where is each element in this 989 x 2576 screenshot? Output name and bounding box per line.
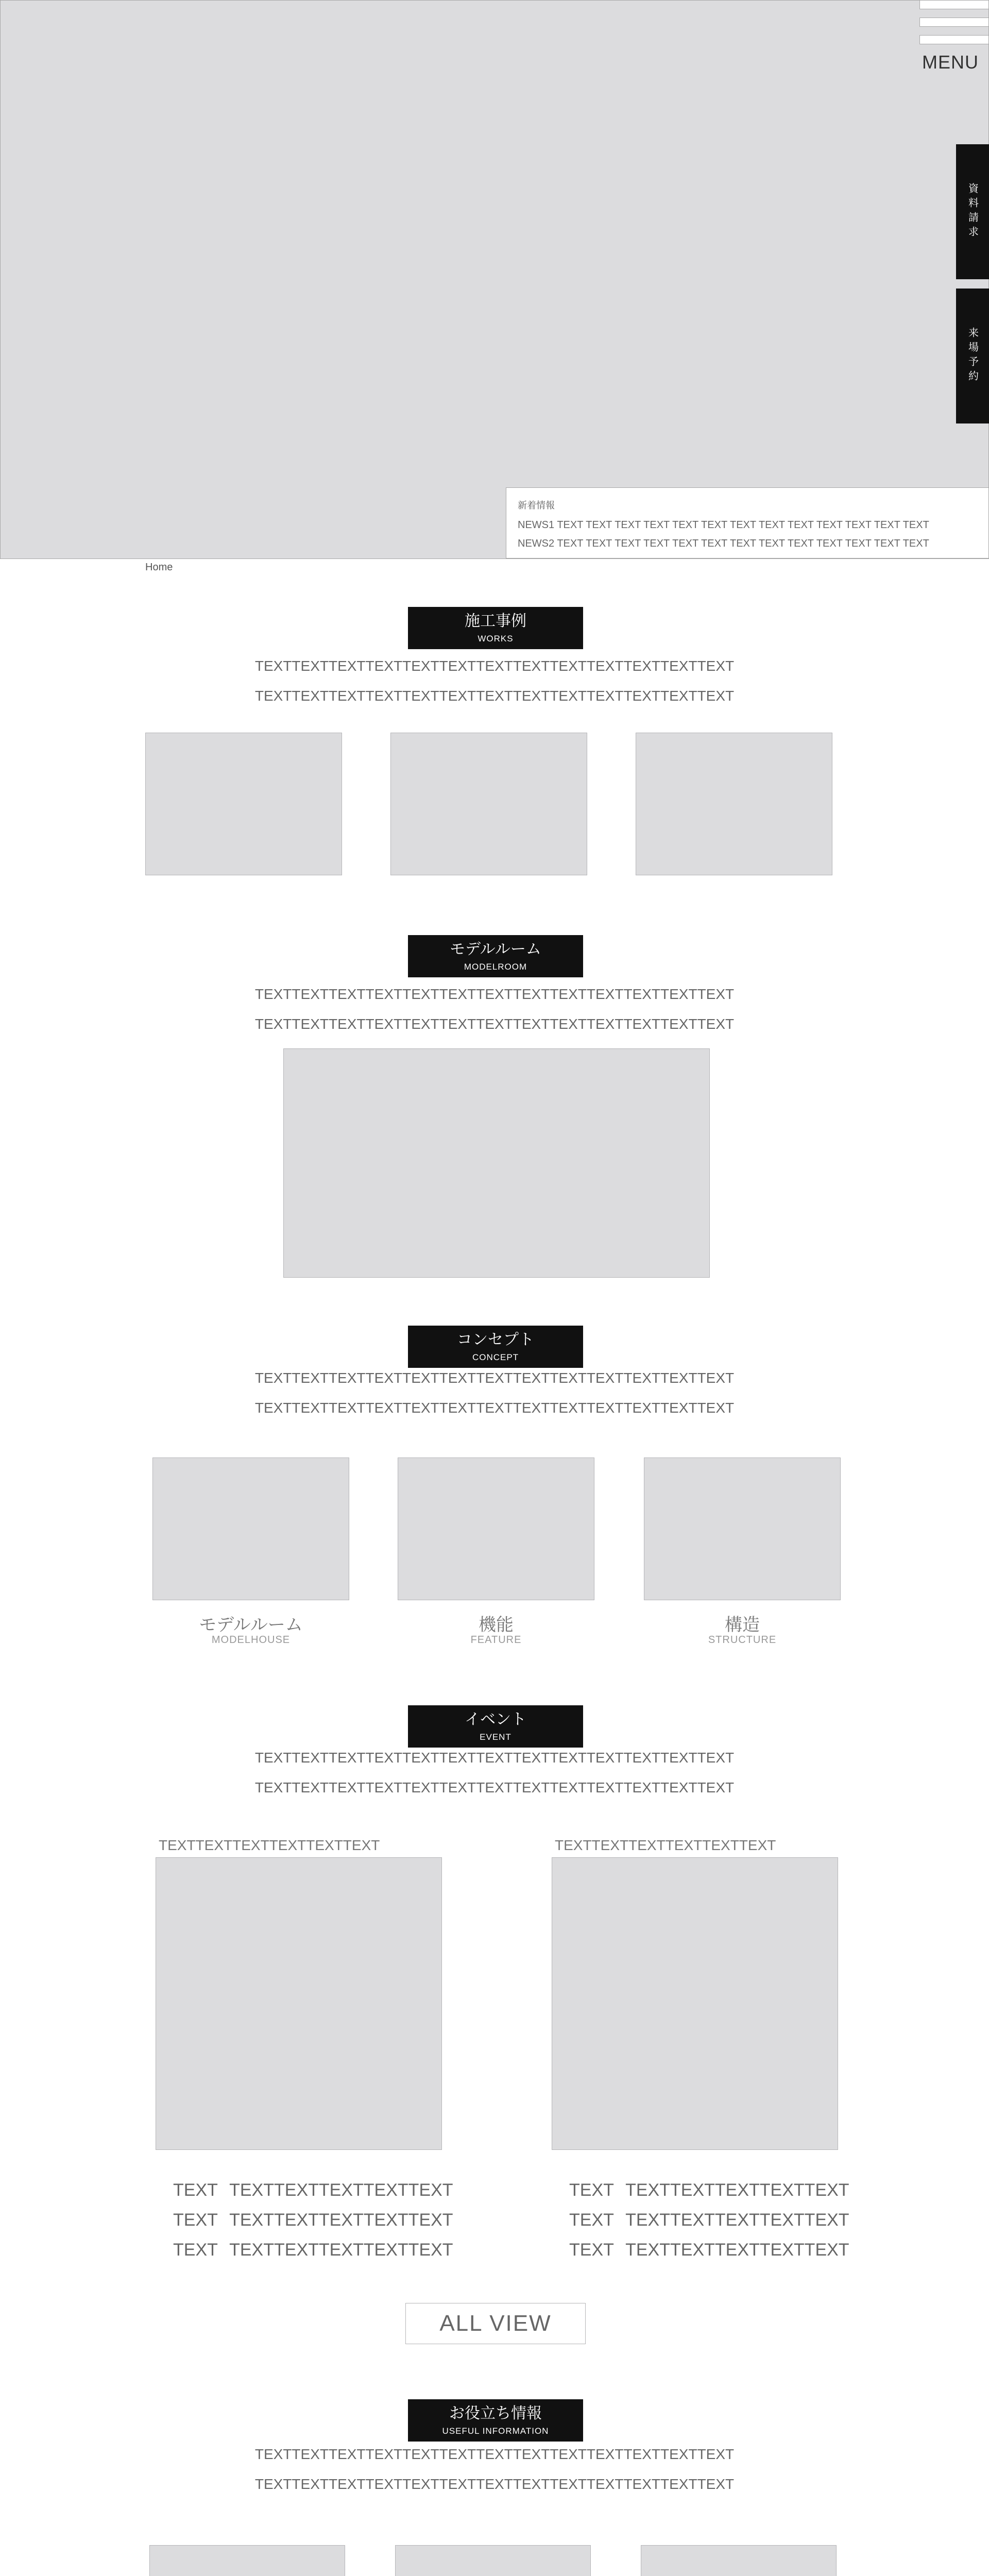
request-docs-tab[interactable]: 資料請求	[956, 144, 989, 279]
event-subtitle: EVENT	[480, 1732, 511, 1742]
event-text: TEXTTEXTTEXTTEXTTEXTTEXTTEXTTEXTTEXTTEXTTEXTTEXTTEXT	[254, 1750, 735, 1766]
modelroom-text: TEXTTEXTTEXTTEXTTEXTTEXTTEXTTEXTTEXTTEXTTEXTTEXTTEXT	[254, 1016, 735, 1032]
useful-subtitle: USEFUL INFORMATION	[442, 2426, 549, 2436]
modelroom-text: TEXTTEXTTEXTTEXTTEXTTEXTTEXTTEXTTEXTTEXTTEXTTEXTTEXT	[254, 986, 735, 1002]
event-detail: TEXT TEXTTEXTTEXTTEXTTEXT	[173, 2210, 453, 2230]
works-image[interactable]	[145, 733, 342, 875]
article-image[interactable]	[149, 2545, 345, 2576]
event-caption: TEXTTEXTTEXTTEXTTEXTTEXT	[159, 1837, 380, 1853]
works-image[interactable]	[390, 733, 587, 875]
event-text: TEXTTEXTTEXTTEXTTEXTTEXTTEXTTEXTTEXTTEXTTEXTTEXTTEXT	[254, 1780, 735, 1795]
menu-button[interactable]: MENU	[922, 52, 979, 73]
concept-image-modelhouse[interactable]	[152, 1458, 349, 1600]
menu-bar-2[interactable]	[919, 18, 989, 27]
concept-heading	[408, 1326, 583, 1368]
works-title: 施工事例	[465, 613, 526, 630]
concept-label-jp[interactable]: 構造	[725, 1615, 760, 1635]
event-image[interactable]	[156, 1857, 442, 2150]
concept-title: コンセプト	[457, 1331, 534, 1348]
useful-text: TEXTTEXTTEXTTEXTTEXTTEXTTEXTTEXTTEXTTEXTTEXTTEXTTEXT	[254, 2476, 735, 2492]
concept-label-jp[interactable]: モデルルーム	[199, 1615, 303, 1635]
event-detail: TEXT TEXTTEXTTEXTTEXTTEXT	[569, 2180, 849, 2200]
concept-image-feature[interactable]	[398, 1458, 594, 1600]
useful-text: TEXTTEXTTEXTTEXTTEXTTEXTTEXTTEXTTEXTTEXTTEXTTEXTTEXT	[254, 2446, 735, 2462]
useful-heading	[408, 2399, 583, 2442]
works-image[interactable]	[636, 733, 832, 875]
menu-bar-1[interactable]	[919, 0, 989, 9]
event-detail: TEXT TEXTTEXTTEXTTEXTTEXT	[173, 2180, 453, 2200]
modelroom-heading	[408, 935, 583, 977]
event-detail: TEXT TEXTTEXTTEXTTEXTTEXT	[569, 2240, 849, 2260]
concept-label-en: MODELHOUSE	[211, 1634, 291, 1646]
works-subtitle: WORKS	[478, 634, 514, 643]
modelroom-title: モデルルーム	[450, 941, 541, 958]
event-detail: TEXT TEXTTEXTTEXTTEXTTEXT	[173, 2240, 453, 2260]
article-image[interactable]	[641, 2545, 837, 2576]
visit-reservation-tab[interactable]: 来場予約	[956, 289, 989, 423]
concept-label-jp[interactable]: 機能	[479, 1615, 514, 1635]
concept-text: TEXTTEXTTEXTTEXTTEXTTEXTTEXTTEXTTEXTTEXTTEXTTEXTTEXT	[254, 1400, 735, 1416]
works-heading	[408, 607, 583, 649]
hero-image	[0, 0, 989, 559]
works-text: TEXTTEXTTEXTTEXTTEXTTEXTTEXTTEXTTEXTTEXTTEXTTEXTTEXT	[254, 688, 735, 704]
news-box	[506, 487, 989, 558]
menu-bar-3[interactable]	[919, 35, 989, 44]
news-title: 新着情報	[518, 500, 555, 511]
article-image[interactable]	[395, 2545, 591, 2576]
works-text: TEXTTEXTTEXTTEXTTEXTTEXTTEXTTEXTTEXTTEXTTEXTTEXTTEXT	[254, 658, 735, 674]
modelroom-image[interactable]	[283, 1048, 710, 1278]
concept-label-en: FEATURE	[470, 1634, 522, 1646]
modelroom-subtitle: MODELROOM	[464, 962, 527, 972]
event-heading	[408, 1705, 583, 1748]
useful-title: お役立ち情報	[449, 2405, 542, 2422]
event-caption: TEXTTEXTTEXTTEXTTEXTTEXT	[555, 1837, 776, 1853]
event-detail: TEXT TEXTTEXTTEXTTEXTTEXT	[569, 2210, 849, 2230]
news-item[interactable]: NEWS1 TEXT TEXT TEXT TEXT TEXT TEXT TEXT TEXT TEXT TEXT TEXT TEXT TEXT	[518, 519, 929, 531]
breadcrumb[interactable]: Home	[145, 562, 173, 573]
concept-text: TEXTTEXTTEXTTEXTTEXTTEXTTEXTTEXTTEXTTEXTTEXTTEXTTEXT	[254, 1370, 735, 1386]
event-image[interactable]	[552, 1857, 838, 2150]
concept-image-structure[interactable]	[644, 1458, 841, 1600]
event-all-view-button[interactable]: ALL VIEW	[405, 2303, 586, 2344]
event-title: イベント	[465, 1711, 526, 1728]
concept-subtitle: CONCEPT	[472, 1352, 519, 1362]
concept-label-en: STRUCTURE	[708, 1634, 777, 1646]
news-item[interactable]: NEWS2 TEXT TEXT TEXT TEXT TEXT TEXT TEXT TEXT TEXT TEXT TEXT TEXT TEXT	[518, 538, 929, 549]
